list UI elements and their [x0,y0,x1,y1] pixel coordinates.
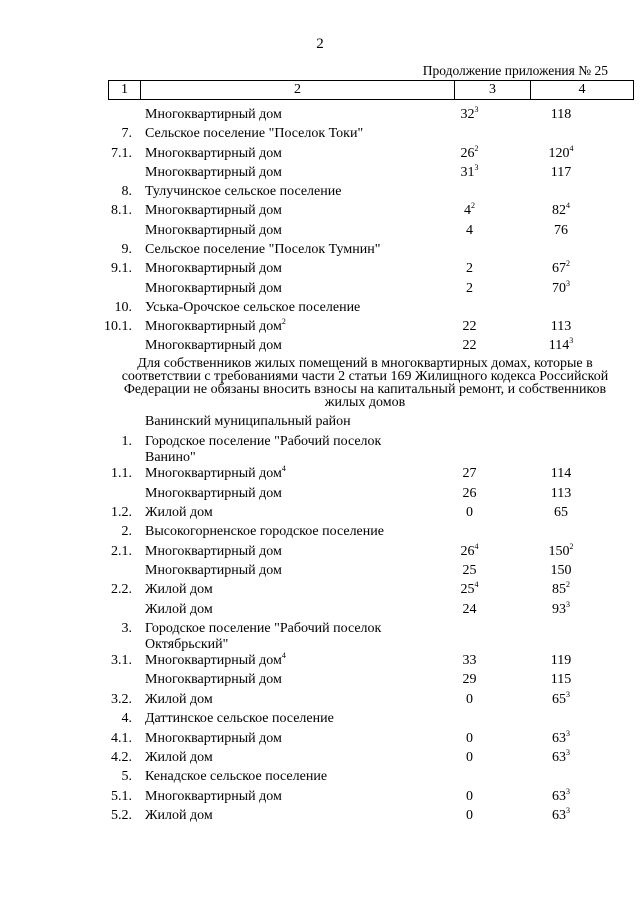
row-value-col3: 29 [462,672,477,687]
table-row [0,486,640,502]
row-value-col3: $25^4$ [460,580,479,597]
footnote-marker: 4 [474,580,479,589]
table-row [0,223,640,239]
footnote-marker: 4 [569,144,574,153]
row-value-col3: 33 [462,653,477,668]
row-number: 4.1. [111,731,132,746]
row-name: Сельское поселение "Поселок Тумнин" [145,242,381,257]
row-value-col3: 2 [466,281,473,296]
footnote-marker: 2 [281,317,286,326]
row-value-col4: $114^3$ [548,336,574,353]
row-name: Многоквартирный дом [145,165,282,180]
column-2-header: 2 [141,81,455,100]
table-row-10 [0,300,640,316]
table-row-3-2 [0,692,640,708]
row-name: Городское поселение "Рабочий поселок Октябрьский" [145,621,382,652]
footnote-marker: 3 [566,806,570,815]
row-value-col4: 119 [550,653,572,668]
table-row-4 [0,711,640,727]
table-row-2-1 [0,544,640,560]
footnote-marker: 3 [474,163,479,172]
table-row-2 [0,524,640,540]
row-value-col4: $67^2$ [552,259,570,276]
row-value-col4: $63^3$ [552,806,570,823]
row-name: Даттинское сельское поселение [145,711,334,726]
table-row-10-1 [0,319,640,335]
row-name: Многоквартирный дом [145,107,282,122]
footnote-marker: 2 [474,144,479,153]
row-name: Кенадское сельское поселение [145,769,328,784]
row-name: Многоквартирный дом [145,203,282,218]
row-value-col4: $63^3$ [552,729,570,746]
row-name: Многоквартирный дом$^4$ [145,464,286,481]
row-value-col3: 0 [466,808,473,823]
row-value-col4: $63^3$ [552,748,570,765]
footnote-marker: 3 [569,336,574,345]
footnote-marker: 3 [566,748,570,757]
row-value-col4: 117 [550,165,572,180]
row-name: Многоквартирный дом [145,544,282,559]
column-number-header [108,80,634,100]
row-value-col4: 115 [550,672,572,687]
footnote-marker: 3 [566,690,570,699]
row-value-col4: $85^2$ [552,580,570,597]
table-row [0,165,640,181]
footnote-marker: 2 [566,259,570,268]
table-row-7 [0,126,640,142]
footnote-marker: 3 [566,279,570,288]
row-value-col4: 113 [550,319,572,334]
row-value-col3: 0 [466,505,473,520]
table-row-9-1 [0,261,640,277]
table-row-7-1 [0,146,640,162]
column-4-header: 4 [531,81,634,100]
row-value-col4: 113 [550,486,572,501]
table-row-8 [0,184,640,200]
row-number: 2. [121,524,132,539]
row-value-col3: 22 [462,319,477,334]
row-value-col3: 0 [466,731,473,746]
table-row [0,338,640,354]
row-value-col3: 25 [462,563,477,578]
row-number: 5.1. [111,789,132,804]
row-value-col4: $82^4$ [552,201,570,218]
row-number: 9. [121,242,132,257]
row-name: Жилой дом [145,602,213,617]
row-name: Многоквартирный дом [145,261,282,276]
row-number: 10. [114,300,132,315]
table-row-1-2 [0,505,640,521]
row-number: 10.1. [104,319,132,334]
footnote-marker: 4 [566,201,570,210]
footnote-marker: 4 [281,651,286,660]
row-number: 5. [121,769,132,784]
row-value-col3: 4 [466,223,473,238]
row-number: 4.2. [111,750,132,765]
page-number: 2 [316,36,324,52]
row-value-col3: 22 [462,338,477,353]
row-value-col3: 24 [462,602,477,617]
row-value-col3: $4^2$ [464,201,475,218]
row-value-col3: $26^2$ [460,144,479,161]
row-number: 4. [121,711,132,726]
row-name: Жилой дом [145,808,213,823]
row-value-col3: 2 [466,261,473,276]
table-row-5 [0,769,640,785]
row-value-col3: $26^4$ [460,542,479,559]
row-name: Тулучинское сельское поселение [145,184,342,199]
row-value-col4: 65 [554,505,568,520]
row-number: 2.2. [111,582,132,597]
row-value-col3: 26 [462,486,477,501]
table-row-4-1 [0,731,640,747]
section-title: Для собственников жилых помещений в многоквартирных домах, которые в соответствии с требованиями части 2 статьи 169 Жилищного кодекса Российской Федерации не обязаны вносить взносы на капитальный ремонт, и собственников жилых домов [121,356,609,410]
row-number: 7.1. [111,146,132,161]
row-name: Сельское поселение "Поселок Токи" [145,126,364,141]
table-row-3-1 [0,653,640,669]
row-number: 3.2. [111,692,132,707]
table-row-2-2 [0,582,640,598]
row-name: Многоквартирный дом [145,486,282,501]
row-name: Жилой дом [145,505,213,520]
column-1-header: 1 [109,81,141,100]
row-number: 9.1. [111,261,132,276]
row-number: 2.1. [111,544,132,559]
row-name: Уська-Орочское сельское поселение [145,300,361,315]
footnote-marker: 2 [569,542,574,551]
table-row-5-2 [0,808,640,824]
row-value-col3: 27 [462,466,477,481]
row-name: Многоквартирный дом [145,146,282,161]
table-row-9 [0,242,640,258]
row-name: Жилой дом [145,582,213,597]
row-number: 7. [121,126,132,141]
row-name: Многоквартирный дом$^2$ [145,317,286,334]
footnote-marker: 3 [566,729,570,738]
table-row-1-1 [0,466,640,482]
district-name-text: Ванинский муниципальный район [145,414,351,429]
table-row [0,602,640,618]
footnote-marker: 4 [281,464,286,473]
row-number: 8.1. [111,203,132,218]
row-number: 3. [121,621,132,636]
row-number: 8. [121,184,132,199]
table-row [0,281,640,297]
table-row [0,107,640,123]
row-value-col3: 0 [466,789,473,804]
row-name: Жилой дом [145,750,213,765]
row-number: 1.1. [111,466,132,481]
row-name: Многоквартирный дом [145,672,282,687]
row-value-col4: $93^3$ [552,600,570,617]
row-name: Высокогорненское городское поселение [145,524,384,539]
footnote-marker: 2 [566,580,570,589]
row-number: 1.2. [111,505,132,520]
row-name: Многоквартирный дом [145,563,282,578]
row-value-col3: 0 [466,692,473,707]
table-row-4-2 [0,750,640,766]
row-value-col3: $32^3$ [460,105,479,122]
table-row-8-1 [0,203,640,219]
row-value-col4: 150 [550,563,572,578]
row-value-col3: 0 [466,750,473,765]
row-number: 1. [121,434,132,449]
row-value-col4: $70^3$ [552,279,570,296]
footnote-marker: 3 [474,105,479,114]
row-value-col4: 76 [554,223,568,238]
row-value-col4: $150^2$ [548,542,574,559]
footnote-marker: 3 [566,600,570,609]
column-3-header: 3 [455,81,531,100]
row-name: Многоквартирный дом$^4$ [145,651,286,668]
row-value-col4: 118 [550,107,572,122]
row-name: Многоквартирный дом [145,281,282,296]
footnote-marker: 2 [471,201,475,210]
row-name: Городское поселение "Рабочий поселок Ванино" [145,434,382,465]
row-name: Многоквартирный дом [145,789,282,804]
table-row-3 [0,621,640,653]
row-number: 5.2. [111,808,132,823]
table-row [0,672,640,688]
row-name: Жилой дом [145,692,213,707]
row-value-col3: $31^3$ [460,163,479,180]
row-value-col4: $120^4$ [548,144,574,161]
row-name: Многоквартирный дом [145,731,282,746]
row-number: 3.1. [111,653,132,668]
row-value-col4: $63^3$ [552,787,570,804]
row-name: Многоквартирный дом [145,223,282,238]
row-name: Многоквартирный дом [145,338,282,353]
row-value-col4: 114 [550,466,572,481]
row-value-col4: $65^3$ [552,690,570,707]
table-row-5-1 [0,789,640,805]
table-row [0,563,640,579]
footnote-marker: 3 [566,787,570,796]
table-row-1 [0,434,640,466]
appendix-continuation-label: Продолжение приложения № 25 [422,63,608,78]
footnote-marker: 4 [474,542,479,551]
